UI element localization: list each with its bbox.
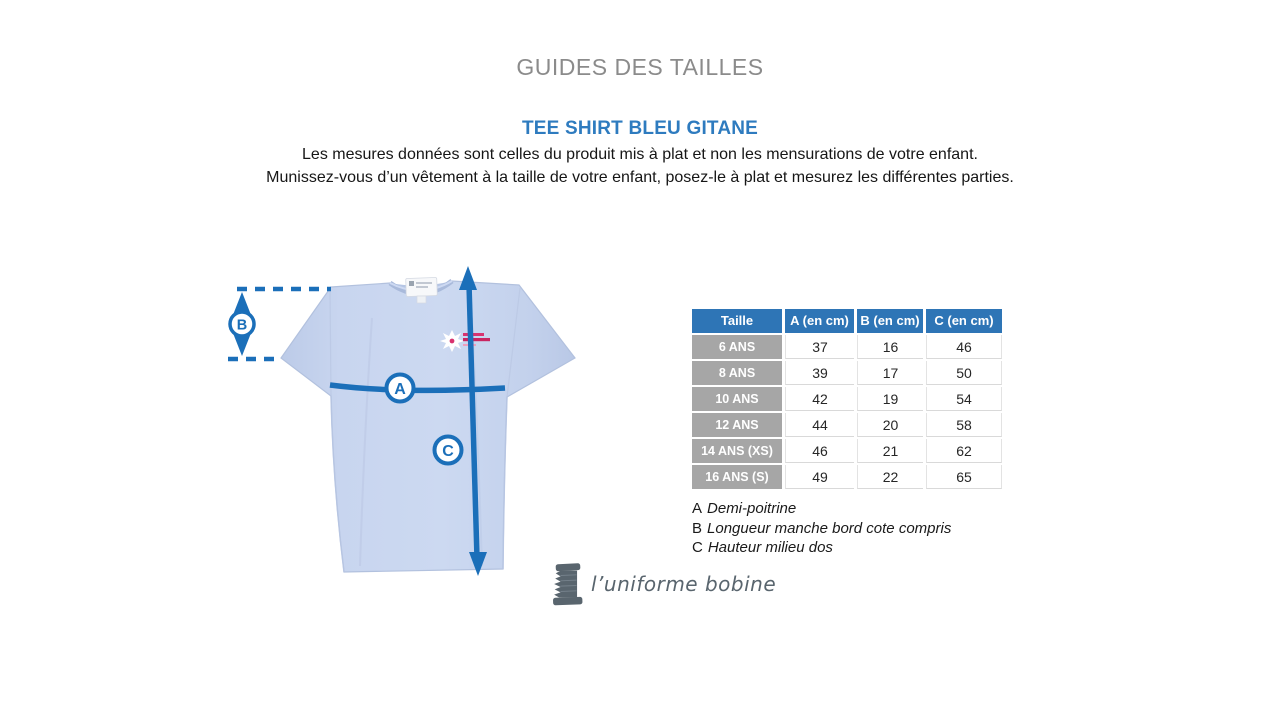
- legend-item-a: [692, 500, 951, 517]
- legend-letter: C: [692, 539, 703, 556]
- row-label: 6 ANS: [692, 335, 782, 359]
- measure-badge-c: [435, 437, 462, 464]
- cell-c: 54: [926, 387, 1002, 411]
- brand-logo: [552, 562, 776, 606]
- page-title: GUIDES DES TAILLES: [516, 54, 764, 80]
- legend-text: Demi-poitrine: [707, 500, 797, 517]
- product-title: TEE SHIRT BLEU GITANE: [521, 118, 759, 139]
- description-line-1: Les mesures données sont celles du produit mis à plat et non les mensurations de votre enfant.: [302, 146, 978, 163]
- cell-a: 42: [785, 387, 854, 411]
- tshirt-illustration: [281, 277, 575, 572]
- cell-c: 65: [926, 465, 1002, 489]
- measure-badge-a: [387, 375, 414, 402]
- legend-text: Longueur manche bord cote compris: [707, 519, 952, 537]
- cell-a: 49: [785, 465, 854, 489]
- label-a: A: [394, 381, 406, 398]
- cell-c: 50: [926, 361, 1002, 385]
- cell-b: 17: [857, 361, 923, 385]
- row-label: 8 ANS: [692, 361, 782, 385]
- legend-item-c: [692, 539, 951, 556]
- cell-c: 58: [926, 413, 1002, 437]
- measurement-legend: [692, 500, 951, 559]
- row-label: 12 ANS: [692, 413, 782, 437]
- cell-b: 20: [857, 413, 923, 437]
- tshirt-measurement-diagram: [220, 248, 620, 598]
- thread-spool-icon: [552, 562, 584, 606]
- brand-logo-text: l’uniforme bobine: [591, 572, 777, 596]
- cell-c: 62: [926, 439, 1002, 463]
- cell-b: 21: [857, 439, 923, 463]
- cell-b: 16: [857, 335, 923, 359]
- cell-a: 46: [785, 439, 854, 463]
- description-line-2: Munissez-vous d’un vêtement à la taille de votre enfant, posez-le à plat et mesurez les différentes parties.: [266, 169, 1014, 186]
- legend-item-b: [692, 520, 951, 537]
- label-b: B: [236, 317, 248, 334]
- cell-a: 37: [785, 335, 854, 359]
- cell-b: 22: [857, 465, 923, 489]
- legend-letter: B: [692, 519, 703, 537]
- column-header-a: A (en cm): [785, 309, 854, 333]
- cell-a: 39: [785, 361, 854, 385]
- row-label: 16 ANS (S): [692, 465, 782, 489]
- cell-a: 44: [785, 413, 854, 437]
- column-header-c: C (en cm): [926, 309, 1002, 333]
- legend-text: Hauteur milieu dos: [707, 539, 833, 556]
- cell-b: 19: [857, 387, 923, 411]
- cell-c: 46: [926, 335, 1002, 359]
- column-header-taille: Taille: [692, 309, 782, 333]
- legend-letter: A: [692, 500, 703, 517]
- label-c: C: [442, 443, 454, 460]
- row-label: 10 ANS: [692, 387, 782, 411]
- size-table: [692, 309, 1002, 489]
- column-header-b: B (en cm): [857, 309, 923, 333]
- row-label: 14 ANS (XS): [692, 439, 782, 463]
